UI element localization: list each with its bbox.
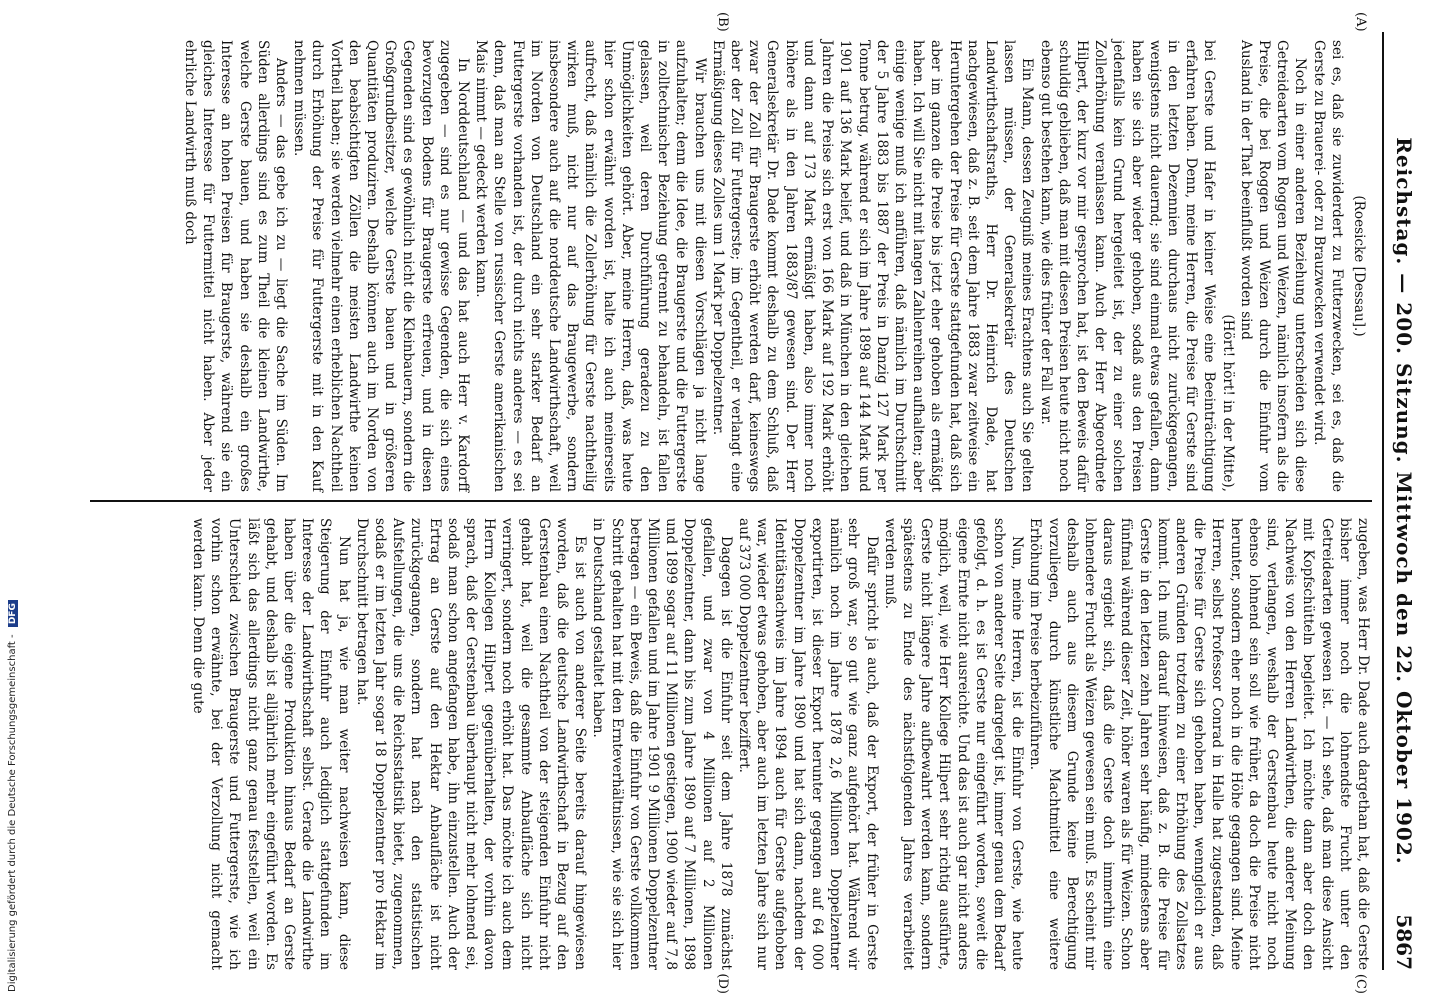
column-divider [90,500,1372,502]
page-number: 5867 [1392,914,1416,970]
paragraph: Ein Mann, dessen Zeugniß meines Erachtens auch Sie gelten lassen müssen, der Generalsekretär des Deutschen Landwirthschaftsraths, Herr Dr. Heinrich Dade, hat nachgewiesen, daß z. B. seit dem Jahre 1883 zwar zeitweise ein Heruntergehen der Preise für Gerste stattgefunden hat, daß sich aber im ganzen die Preise bis jetzt eher gehoben als ermäßigt haben. Ich will Sie nicht mit langen Zahlenreihen aufhalten; aber einige wenige muß ich anführen, daß nämlich im Durchschnitt der 5 Jahre 1883 bis 1887 der Preis in Danzig 127 Mark per Tonne betrug, während er sich im Jahre 1898 auf 144 Mark und 1901 auf 136 Mark belief, und daß in München in den gleichen Jahren die Preise sich erst von 166 Mark auf 192 Mark erhöht und dann auf 173 Mark ermäßigt haben, also immer noch höhere als in den Jahren 1883/87 gewesen sind. Der Herr Generalsekretär Dr. Dade kommt deshalb zu dem Schluß, daß zwar der Zoll für Braugerste erhöht werden darf, keineswegs aber der Zoll für Futtergerste; im Gegentheil, er verlangt eine Ermäßigung dieses Zolles um 1 Mark per Doppelzentner. [709,40,1036,492]
margin-marker-b: (B) [715,12,730,32]
paragraph: bei Gerste und Hafer in keiner Weise eine Beeinträchtigung erfahren haben. Denn, meine Herren, die Preise für Gerste sind in den letzten Dezennien durchaus nicht zurückgegangen, wenigstens nicht dauernd; sie sind einmal etwas gefallen, dann haben sie sich aber wieder gehoben, sodaß aus den Preisen jedenfalls kein Grund hergeleitet ist, der zu einer solchen Zollerhöhung veranlassen kann. Auch der Herr Abgeordnete Hilpert, der kurz vor mir gesprochen hat, ist den Beweis dafür schuldig geblieben, daß man mit diesen Preisen heute nicht noch ebenso gut bestehen kann, wie dies früher der Fall war. [1037,40,1218,492]
paragraph: Es ist auch von anderer Seite bereits darauf hingewiesen worden, daß die deutsche Landwirthschaft in Bezug auf den Gerstenbau einen Nachtheil von der steigenden Einfuhr nicht gehabt hat, weil die gesammte Anbaufläche sich nicht verringert, sondern noch erhöht hat. Das möchte ich auch dem Herrn Kollegen Hilpert gegenüberhalten, der vorhin davon sprach, daß der Gerstenbau überhaupt nicht mehr lohnend sei, sodaß man schon angefangen habe, ihn einzustellen. Auch der Ertrag an Gerste auf den Hektar Anbaufläche ist nicht zurückgegangen, sondern hat nach den statistischen Aufstellungen, die uns die Reichsstatistik bietet, zugenommen, sodaß er im letzten Jahr sogar 18 Doppelzentner pro Hektar im Durchschnitt betragen hat. [353,518,589,970]
text-column-right [90,518,1372,970]
paragraph: (Hört! hört! in der Mitte), [1219,314,1236,492]
paragraph: Nun, meine Herren, ist die Einfuhr von Gerste, wie heute schon von anderer Seite dargelegt ist, immer genau dem Bedarf gefolgt, d. h. es ist Gerste nur eingeführt worden, soweit die eigene Ernte nicht ausreichte. Und das ist auch gar nicht anders möglich, weil, wie Herr Kollege Hilpert sehr richtig ausführte, Gerste nicht längere Jahre aufbewahrt werden kann, sondern spätestens zu Ende des nächstfolgenden Jahres verarbeitet werden muß. [881,518,1026,970]
paragraph: Nun hat ja, wie man weiter nachweisen kann, diese Steigerung der Einfuhr auch lediglich stattgefunden im Interesse der Landwirthschaft selbst. Gerade die Landwirthe haben über die eigene Produktion hinaus Bedarf an Gerste gehabt, und deshalb ist alljährlich mehr eingeführt worden. Es läßt sich das allerdings nicht ganz genau feststellen, weil ein Unterschied zwischen Braugerste und Futtergerste, wie ich vorhin schon erwähnte, bei der Verzollung nicht gemacht werden kann. Denn die gute [190,518,352,970]
paragraph: Dagegen ist die Einfuhr seit dem Jahre 1878 zunächst gefallen, und zwar von 4 Millionen auf 2 Millionen Doppelzentner, dann bis zum Jahre 1890 auf 7 Millionen, 1898 und 1899 sogar auf 11 Millionen gestiegen, 1900 wieder auf 7,8 Millionen gefallen und im Jahre 1901 9 Millionen Doppelzentner betragen — ein Beweis, daß die Einfuhr von Gerste vollkommen Schritt gehalten hat mit den Ernteverhältnissen, wie sie sich hier in Deutschland gestaltet haben. [590,518,734,970]
paragraph: Anders — das gebe ich zu — liegt die Sache im Süden. Im Süden allerdings sind es zum Theil die kleinen Landwirthe, welche Gerste bauen, und haben sie deshalb ein großes Interesse an hohen Preisen für Braugerste, während sie ein gleiches Interesse für Futtermittel nicht haben. Aber jeder ehrliche Landwirth muß doch [182,40,290,492]
digitization-note-text: Digitalisierung gefördert durch die Deutsche Forschungsgemeinschaft - [7,634,18,992]
page-header [1382,32,1416,970]
running-title: Reichstag. — 200. Sitzung. Mittwoch den 22. Oktober 1902. [1392,137,1416,865]
document-page [50,0,1430,1000]
paragraph: Noch in einer anderen Beziehung unterscheiden sich diese Getreidearten vom Roggen und Weizen, nämlich insofern als die Preise, die bei Roggen und Weizen durch die Einfuhr vom Ausland in der That beeinflußt worden sind [1237,40,1309,492]
paragraph: (Roesicke [Dessau].) [1351,195,1367,337]
margin-marker-d: (D) [715,973,730,994]
dfg-logo: DFG [8,600,18,627]
margin-marker-c: (C) [1353,973,1368,994]
paragraph: In Norddeutschland — und das hat auch Herr v. Kardorff zugegeben — sind es nur gewisse Gegenden, die sich eines bevorzugten Bodens für Braugerste erfreuen, und in diesen Gegenden sind es gewöhnlich nicht die Kleinbauern, sondern die Großgrundbesitzer, welche Gerste bauen und in größeren Quantitäten produziren. Deshalb können auch im Norden von den beabsichtigten Zöllen die meisten Landwirthe keinen Vortheil haben; sie werden vielmehr einen erheblichen Nachtheil durch Erhöhung der Preise für Futtergerste mit in den Kauf nehmen müssen. [291,40,472,492]
text-column-left [90,40,1372,492]
paragraph: Dafür spricht ja auch, daß der Export, der früher in Gerste sehr groß war, so gut wie ganz aufgehört hat. Während wir nämlich noch im Jahre 1878 2,6 Millionen Doppelzentner exportirten, ist dieser Export herunter gegangen auf 64 000 Doppelzentner im Jahre 1890 und hat sich dann, nachdem der Identitätsnachweis im Jahre 1894 auch für Gerste aufgehoben war, wieder etwas gehoben, aber auch im letzten Jahre sich nur auf 373 000 Doppelzentner beziffert. [736,518,880,970]
paragraph: sei es, daß sie zuwiderdert zu Futterzwecken, sei es, daß die Gerste zu Brauerei- oder zu Brauzwecken verwendet wird. [1310,40,1345,492]
paragraph: Wir brauchen uns mit diesen Vorschlägen ja nicht lange aufzuhalten; denn die Idee, die Braugerste und die Futtergerste in zolltechnischer Beziehung getrennt zu behandeln, ist fallen gelassen, weil deren Durchführung geradezu zu den Unmöglichkeiten gehört. Aber, meine Herren, daß, was heute hier schon erwähnt worden ist, halte ich auch meinerseits aufrecht, daß nämlich die Zollerhöhung für Gerste nachtheilig wirken muß, nicht nur auf das Braugewerbe, sondern insbesondere auch auf die norddeutsche Landwirthschaft, weil im Norden von Deutschland ein sehr starker Bedarf an Futtergerste vorhanden ist, der durch nichts anderes — es sei denn, daß man an Stelle von russischer Gerste amerikanischen Mais nimmt — gedeckt werden kann. [473,40,708,492]
paragraph: zugeben, was Herr Dr. Dade auch dargethan hat, daß die Gerste bisher immer noch die lohnendste Frucht unter den Getreidearten gewesen ist. — Ich sehe, daß man diese Ansicht mit Kopfschütteln begleitet. Ich möchte dann aber doch den Nachweis von den Herren Landwirthen, die anderer Meinung sind, verlangen, weshalb der Gerstenbau heute nicht noch ebenso lohnend sein soll wie früher, da doch die Preise nicht herunter, sondern eher noch in die Höhe gegangen sind. Meine Herren, selbst Professor Conrad in Halle hat zugestanden, daß die Preise für Gerste sich gehoben haben, wenngleich er aus anderen Gründen trotzdem zu einer Erhöhung des Zollsatzes kommt. Ich muß darauf hinweisen, daß z. B. die Preise für Gerste in den letzten zehn Jahren sehr häufig, mindestens aber fünfmal während dieser Zeit, höher waren als für Weizen. Schon daraus ergiebt sich, daß die Gerste doch immerhin eine lohnendere Frucht als Weizen gewesen sein muß. Es scheint mir deshalb auch aus diesem Grunde keine Berechtigung vorzuliegen, durch künstliche Machtmittel eine weitere Erhöhung im Preise herbeizuführen. [1027,518,1371,970]
margin-marker-a: (A) [1353,12,1368,32]
digitization-note [0,0,26,1000]
